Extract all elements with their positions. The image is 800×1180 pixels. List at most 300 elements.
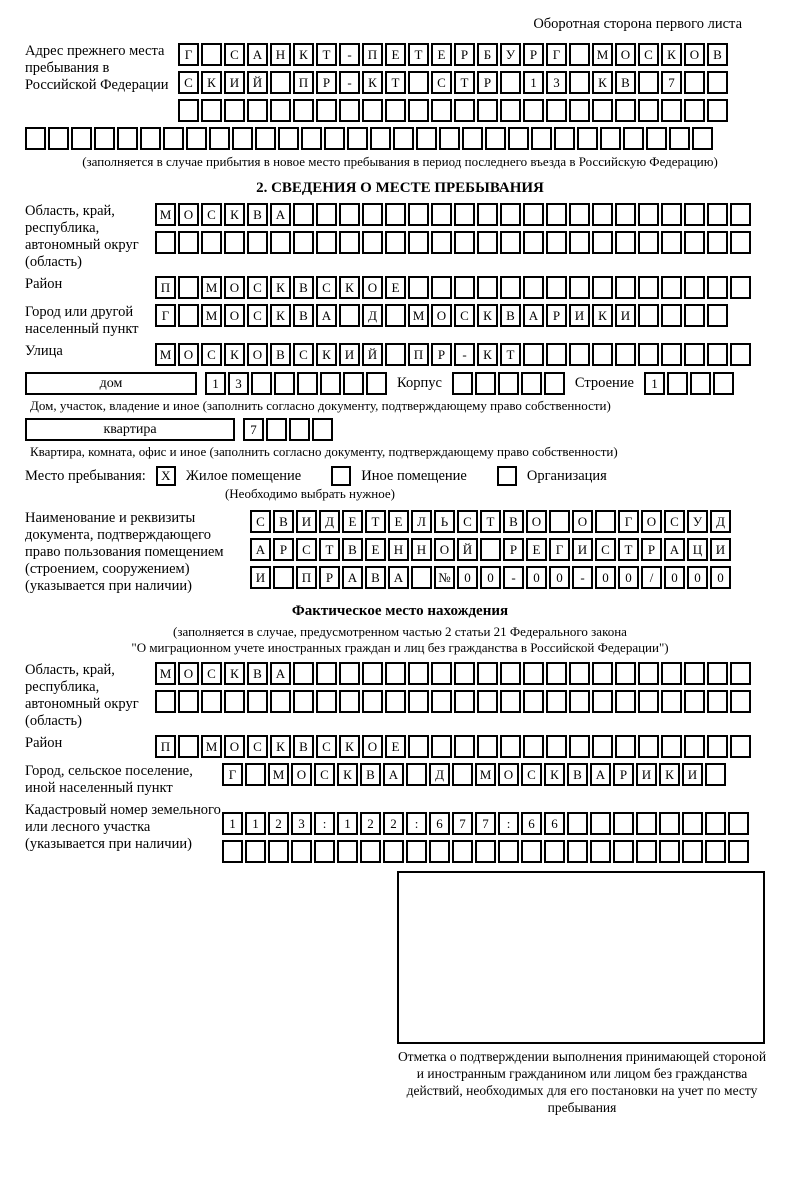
char-cell[interactable] (615, 231, 636, 254)
char-cell[interactable]: В (615, 71, 636, 94)
char-cell[interactable] (475, 372, 496, 395)
char-cell[interactable] (728, 812, 749, 835)
stay-type-checkbox-other[interactable] (331, 466, 351, 486)
char-cell[interactable]: А (664, 538, 685, 561)
char-cell[interactable]: - (339, 71, 360, 94)
char-cell[interactable] (224, 231, 245, 254)
char-cell[interactable] (730, 690, 751, 713)
char-cell[interactable] (615, 662, 636, 685)
char-cell[interactable]: А (247, 43, 268, 66)
char-cell[interactable]: Т (385, 71, 406, 94)
char-cell[interactable]: 0 (480, 566, 501, 589)
char-cell[interactable]: Б (477, 43, 498, 66)
char-cell[interactable]: 0 (618, 566, 639, 589)
char-cell[interactable] (521, 372, 542, 395)
char-cell[interactable] (661, 231, 682, 254)
char-cell[interactable] (339, 662, 360, 685)
char-cell[interactable] (638, 690, 659, 713)
char-cell[interactable] (546, 690, 567, 713)
char-cell[interactable]: Г (618, 510, 639, 533)
char-cell[interactable] (684, 304, 705, 327)
char-cell[interactable]: С (296, 538, 317, 561)
char-cell[interactable] (362, 662, 383, 685)
char-cell[interactable] (615, 203, 636, 226)
char-cell[interactable] (661, 276, 682, 299)
char-cell[interactable]: У (687, 510, 708, 533)
char-cell[interactable]: Р (523, 43, 544, 66)
char-cell[interactable] (314, 840, 335, 863)
char-cell[interactable] (707, 99, 728, 122)
char-cell[interactable]: Е (431, 43, 452, 66)
char-cell[interactable] (454, 99, 475, 122)
char-cell[interactable]: Т (365, 510, 386, 533)
char-cell[interactable] (546, 276, 567, 299)
char-cell[interactable]: К (316, 343, 337, 366)
char-cell[interactable]: - (454, 343, 475, 366)
char-cell[interactable]: 0 (526, 566, 547, 589)
char-cell[interactable] (289, 418, 310, 441)
char-cell[interactable]: В (247, 662, 268, 685)
char-cell[interactable]: Е (385, 276, 406, 299)
char-cell[interactable]: 7 (452, 812, 473, 835)
char-cell[interactable] (707, 662, 728, 685)
char-cell[interactable] (408, 690, 429, 713)
char-cell[interactable] (500, 203, 521, 226)
char-cell[interactable]: Р (477, 71, 498, 94)
char-cell[interactable]: М (592, 43, 613, 66)
char-cell[interactable] (661, 99, 682, 122)
char-cell[interactable] (567, 812, 588, 835)
char-cell[interactable] (25, 127, 46, 150)
char-cell[interactable]: А (270, 662, 291, 685)
char-cell[interactable]: С (454, 304, 475, 327)
char-cell[interactable]: И (615, 304, 636, 327)
char-cell[interactable]: О (224, 735, 245, 758)
char-cell[interactable]: Е (365, 538, 386, 561)
char-cell[interactable] (291, 840, 312, 863)
char-cell[interactable] (477, 735, 498, 758)
char-cell[interactable]: К (477, 343, 498, 366)
char-cell[interactable]: Е (526, 538, 547, 561)
char-cell[interactable] (462, 127, 483, 150)
char-cell[interactable] (293, 690, 314, 713)
char-cell[interactable]: Д (429, 763, 450, 786)
char-cell[interactable]: Р (546, 304, 567, 327)
char-cell[interactable]: В (360, 763, 381, 786)
char-cell[interactable] (383, 840, 404, 863)
char-cell[interactable]: К (339, 276, 360, 299)
char-cell[interactable] (705, 763, 726, 786)
char-cell[interactable] (454, 231, 475, 254)
char-cell[interactable] (201, 99, 222, 122)
char-cell[interactable]: Т (618, 538, 639, 561)
char-cell[interactable] (362, 99, 383, 122)
char-cell[interactable] (569, 662, 590, 685)
char-cell[interactable]: О (247, 343, 268, 366)
char-cell[interactable] (155, 231, 176, 254)
char-cell[interactable]: О (224, 276, 245, 299)
char-cell[interactable]: О (434, 538, 455, 561)
char-cell[interactable]: К (362, 71, 383, 94)
char-cell[interactable] (293, 231, 314, 254)
char-cell[interactable] (569, 343, 590, 366)
char-cell[interactable] (117, 127, 138, 150)
char-cell[interactable] (546, 203, 567, 226)
char-cell[interactable] (178, 231, 199, 254)
char-cell[interactable] (498, 840, 519, 863)
char-cell[interactable]: О (224, 304, 245, 327)
char-cell[interactable] (178, 304, 199, 327)
char-cell[interactable] (684, 276, 705, 299)
char-cell[interactable]: Л (411, 510, 432, 533)
char-cell[interactable] (431, 276, 452, 299)
char-cell[interactable] (500, 690, 521, 713)
char-cell[interactable] (316, 690, 337, 713)
char-cell[interactable] (546, 231, 567, 254)
char-cell[interactable]: В (365, 566, 386, 589)
char-cell[interactable] (408, 203, 429, 226)
char-cell[interactable]: И (636, 763, 657, 786)
char-cell[interactable]: А (250, 538, 271, 561)
char-cell[interactable] (274, 372, 295, 395)
char-cell[interactable] (416, 127, 437, 150)
char-cell[interactable] (595, 510, 616, 533)
char-cell[interactable] (638, 304, 659, 327)
char-cell[interactable] (201, 231, 222, 254)
char-cell[interactable] (730, 735, 751, 758)
char-cell[interactable]: В (342, 538, 363, 561)
char-cell[interactable]: 1 (222, 812, 243, 835)
char-cell[interactable] (523, 690, 544, 713)
char-cell[interactable]: К (661, 43, 682, 66)
char-cell[interactable] (661, 343, 682, 366)
char-cell[interactable] (523, 735, 544, 758)
char-cell[interactable] (297, 372, 318, 395)
char-cell[interactable] (638, 662, 659, 685)
char-cell[interactable]: Е (385, 43, 406, 66)
char-cell[interactable] (500, 231, 521, 254)
stay-type-checkbox-organization[interactable] (497, 466, 517, 486)
char-cell[interactable] (682, 840, 703, 863)
char-cell[interactable] (224, 690, 245, 713)
char-cell[interactable]: К (201, 71, 222, 94)
char-cell[interactable] (592, 735, 613, 758)
char-cell[interactable] (569, 690, 590, 713)
char-cell[interactable] (661, 304, 682, 327)
char-cell[interactable] (692, 127, 713, 150)
char-cell[interactable] (385, 662, 406, 685)
char-cell[interactable]: : (498, 812, 519, 835)
char-cell[interactable] (477, 99, 498, 122)
char-cell[interactable] (454, 662, 475, 685)
char-cell[interactable]: К (224, 662, 245, 685)
char-cell[interactable] (370, 127, 391, 150)
char-cell[interactable]: А (316, 304, 337, 327)
char-cell[interactable]: О (362, 735, 383, 758)
char-cell[interactable]: В (503, 510, 524, 533)
char-cell[interactable] (523, 203, 544, 226)
char-cell[interactable] (707, 304, 728, 327)
char-cell[interactable]: Г (222, 763, 243, 786)
char-cell[interactable]: В (270, 343, 291, 366)
char-cell[interactable]: К (270, 735, 291, 758)
char-cell[interactable] (408, 71, 429, 94)
char-cell[interactable] (531, 127, 552, 150)
char-cell[interactable]: О (431, 304, 452, 327)
char-cell[interactable]: С (201, 203, 222, 226)
char-cell[interactable]: О (178, 343, 199, 366)
char-cell[interactable] (247, 231, 268, 254)
char-cell[interactable] (661, 203, 682, 226)
char-cell[interactable] (707, 735, 728, 758)
char-cell[interactable]: В (500, 304, 521, 327)
char-cell[interactable] (393, 127, 414, 150)
char-cell[interactable]: В (293, 735, 314, 758)
char-cell[interactable]: О (498, 763, 519, 786)
char-cell[interactable] (270, 71, 291, 94)
char-cell[interactable]: О (291, 763, 312, 786)
char-cell[interactable]: А (270, 203, 291, 226)
char-cell[interactable]: 1 (644, 372, 665, 395)
char-cell[interactable] (523, 276, 544, 299)
char-cell[interactable] (408, 99, 429, 122)
char-cell[interactable]: А (342, 566, 363, 589)
char-cell[interactable] (684, 203, 705, 226)
char-cell[interactable]: С (664, 510, 685, 533)
char-cell[interactable] (707, 343, 728, 366)
char-cell[interactable] (273, 566, 294, 589)
char-cell[interactable]: В (567, 763, 588, 786)
char-cell[interactable] (454, 276, 475, 299)
char-cell[interactable] (293, 99, 314, 122)
char-cell[interactable] (500, 99, 521, 122)
char-cell[interactable] (546, 343, 567, 366)
char-cell[interactable] (659, 840, 680, 863)
char-cell[interactable] (270, 690, 291, 713)
char-cell[interactable]: П (293, 71, 314, 94)
char-cell[interactable] (707, 276, 728, 299)
char-cell[interactable] (431, 662, 452, 685)
char-cell[interactable]: Й (247, 71, 268, 94)
char-cell[interactable]: К (659, 763, 680, 786)
char-cell[interactable]: О (178, 203, 199, 226)
char-cell[interactable]: К (592, 71, 613, 94)
char-cell[interactable] (705, 840, 726, 863)
char-cell[interactable]: Р (503, 538, 524, 561)
char-cell[interactable] (232, 127, 253, 150)
char-cell[interactable] (638, 231, 659, 254)
char-cell[interactable] (385, 231, 406, 254)
char-cell[interactable]: Ь (434, 510, 455, 533)
char-cell[interactable] (268, 840, 289, 863)
char-cell[interactable] (498, 372, 519, 395)
char-cell[interactable] (508, 127, 529, 150)
char-cell[interactable]: М (155, 662, 176, 685)
char-cell[interactable] (94, 127, 115, 150)
char-cell[interactable]: 6 (521, 812, 542, 835)
char-cell[interactable]: И (339, 343, 360, 366)
char-cell[interactable]: 1 (245, 812, 266, 835)
char-cell[interactable] (730, 203, 751, 226)
char-cell[interactable]: О (526, 510, 547, 533)
char-cell[interactable] (638, 71, 659, 94)
stay-type-checkbox-residential[interactable]: X (156, 466, 176, 486)
char-cell[interactable] (339, 231, 360, 254)
char-cell[interactable] (684, 99, 705, 122)
char-cell[interactable] (500, 276, 521, 299)
char-cell[interactable] (71, 127, 92, 150)
char-cell[interactable] (636, 812, 657, 835)
char-cell[interactable] (431, 690, 452, 713)
char-cell[interactable] (682, 812, 703, 835)
char-cell[interactable]: 1 (337, 812, 358, 835)
char-cell[interactable] (684, 690, 705, 713)
char-cell[interactable] (569, 99, 590, 122)
char-cell[interactable]: Д (319, 510, 340, 533)
char-cell[interactable]: О (615, 43, 636, 66)
char-cell[interactable]: О (572, 510, 593, 533)
char-cell[interactable]: Р (613, 763, 634, 786)
char-cell[interactable] (523, 231, 544, 254)
char-cell[interactable] (408, 662, 429, 685)
char-cell[interactable]: Т (316, 43, 337, 66)
char-cell[interactable]: Г (155, 304, 176, 327)
char-cell[interactable]: К (224, 343, 245, 366)
char-cell[interactable]: Й (362, 343, 383, 366)
char-cell[interactable]: Ц (687, 538, 708, 561)
char-cell[interactable] (623, 127, 644, 150)
char-cell[interactable]: Г (549, 538, 570, 561)
char-cell[interactable]: 0 (549, 566, 570, 589)
char-cell[interactable]: В (293, 304, 314, 327)
char-cell[interactable] (592, 99, 613, 122)
char-cell[interactable]: И (710, 538, 731, 561)
char-cell[interactable] (638, 203, 659, 226)
char-cell[interactable]: С (201, 343, 222, 366)
char-cell[interactable] (707, 231, 728, 254)
char-cell[interactable] (431, 99, 452, 122)
char-cell[interactable] (577, 127, 598, 150)
char-cell[interactable]: 0 (687, 566, 708, 589)
char-cell[interactable] (523, 343, 544, 366)
char-cell[interactable]: Т (500, 343, 521, 366)
char-cell[interactable]: 6 (544, 812, 565, 835)
char-cell[interactable]: И (296, 510, 317, 533)
char-cell[interactable]: - (503, 566, 524, 589)
char-cell[interactable]: С (224, 43, 245, 66)
char-cell[interactable] (600, 127, 621, 150)
char-cell[interactable]: Р (641, 538, 662, 561)
char-cell[interactable] (155, 690, 176, 713)
char-cell[interactable] (454, 690, 475, 713)
char-cell[interactable]: Е (388, 510, 409, 533)
char-cell[interactable] (544, 840, 565, 863)
char-cell[interactable]: 3 (546, 71, 567, 94)
char-cell[interactable] (546, 735, 567, 758)
char-cell[interactable] (431, 231, 452, 254)
char-cell[interactable] (690, 372, 711, 395)
char-cell[interactable]: С (521, 763, 542, 786)
char-cell[interactable] (339, 304, 360, 327)
char-cell[interactable] (707, 71, 728, 94)
char-cell[interactable] (477, 231, 498, 254)
char-cell[interactable] (431, 203, 452, 226)
char-cell[interactable]: П (155, 735, 176, 758)
char-cell[interactable]: 0 (710, 566, 731, 589)
char-cell[interactable]: 2 (268, 812, 289, 835)
char-cell[interactable]: : (314, 812, 335, 835)
char-cell[interactable]: : (406, 812, 427, 835)
char-cell[interactable]: Г (546, 43, 567, 66)
char-cell[interactable] (646, 127, 667, 150)
char-cell[interactable] (684, 735, 705, 758)
char-cell[interactable] (615, 735, 636, 758)
char-cell[interactable]: С (316, 276, 337, 299)
char-cell[interactable] (569, 276, 590, 299)
char-cell[interactable] (320, 372, 341, 395)
char-cell[interactable] (480, 538, 501, 561)
char-cell[interactable] (638, 276, 659, 299)
char-cell[interactable] (337, 840, 358, 863)
char-cell[interactable]: О (362, 276, 383, 299)
char-cell[interactable]: А (388, 566, 409, 589)
char-cell[interactable]: С (250, 510, 271, 533)
char-cell[interactable]: В (293, 276, 314, 299)
char-cell[interactable]: С (314, 763, 335, 786)
char-cell[interactable]: У (500, 43, 521, 66)
char-cell[interactable] (385, 343, 406, 366)
char-cell[interactable] (544, 372, 565, 395)
char-cell[interactable]: М (201, 276, 222, 299)
char-cell[interactable] (360, 840, 381, 863)
char-cell[interactable] (255, 127, 276, 150)
char-cell[interactable]: А (523, 304, 544, 327)
char-cell[interactable] (500, 71, 521, 94)
char-cell[interactable]: 3 (291, 812, 312, 835)
char-cell[interactable] (477, 276, 498, 299)
char-cell[interactable]: К (339, 735, 360, 758)
char-cell[interactable]: - (339, 43, 360, 66)
char-cell[interactable] (247, 99, 268, 122)
char-cell[interactable] (385, 304, 406, 327)
char-cell[interactable] (661, 662, 682, 685)
char-cell[interactable] (347, 127, 368, 150)
char-cell[interactable]: Д (710, 510, 731, 533)
char-cell[interactable]: К (270, 276, 291, 299)
char-cell[interactable] (316, 203, 337, 226)
char-cell[interactable]: В (247, 203, 268, 226)
char-cell[interactable] (339, 690, 360, 713)
char-cell[interactable] (615, 99, 636, 122)
char-cell[interactable] (439, 127, 460, 150)
char-cell[interactable] (140, 127, 161, 150)
char-cell[interactable] (546, 662, 567, 685)
char-cell[interactable] (452, 372, 473, 395)
char-cell[interactable] (245, 840, 266, 863)
char-cell[interactable] (406, 763, 427, 786)
char-cell[interactable] (554, 127, 575, 150)
char-cell[interactable]: 7 (243, 418, 264, 441)
char-cell[interactable] (301, 127, 322, 150)
char-cell[interactable] (312, 418, 333, 441)
char-cell[interactable]: М (155, 343, 176, 366)
char-cell[interactable] (48, 127, 69, 150)
char-cell[interactable]: С (247, 304, 268, 327)
char-cell[interactable] (247, 690, 268, 713)
char-cell[interactable] (615, 690, 636, 713)
char-cell[interactable]: 7 (661, 71, 682, 94)
char-cell[interactable] (485, 127, 506, 150)
